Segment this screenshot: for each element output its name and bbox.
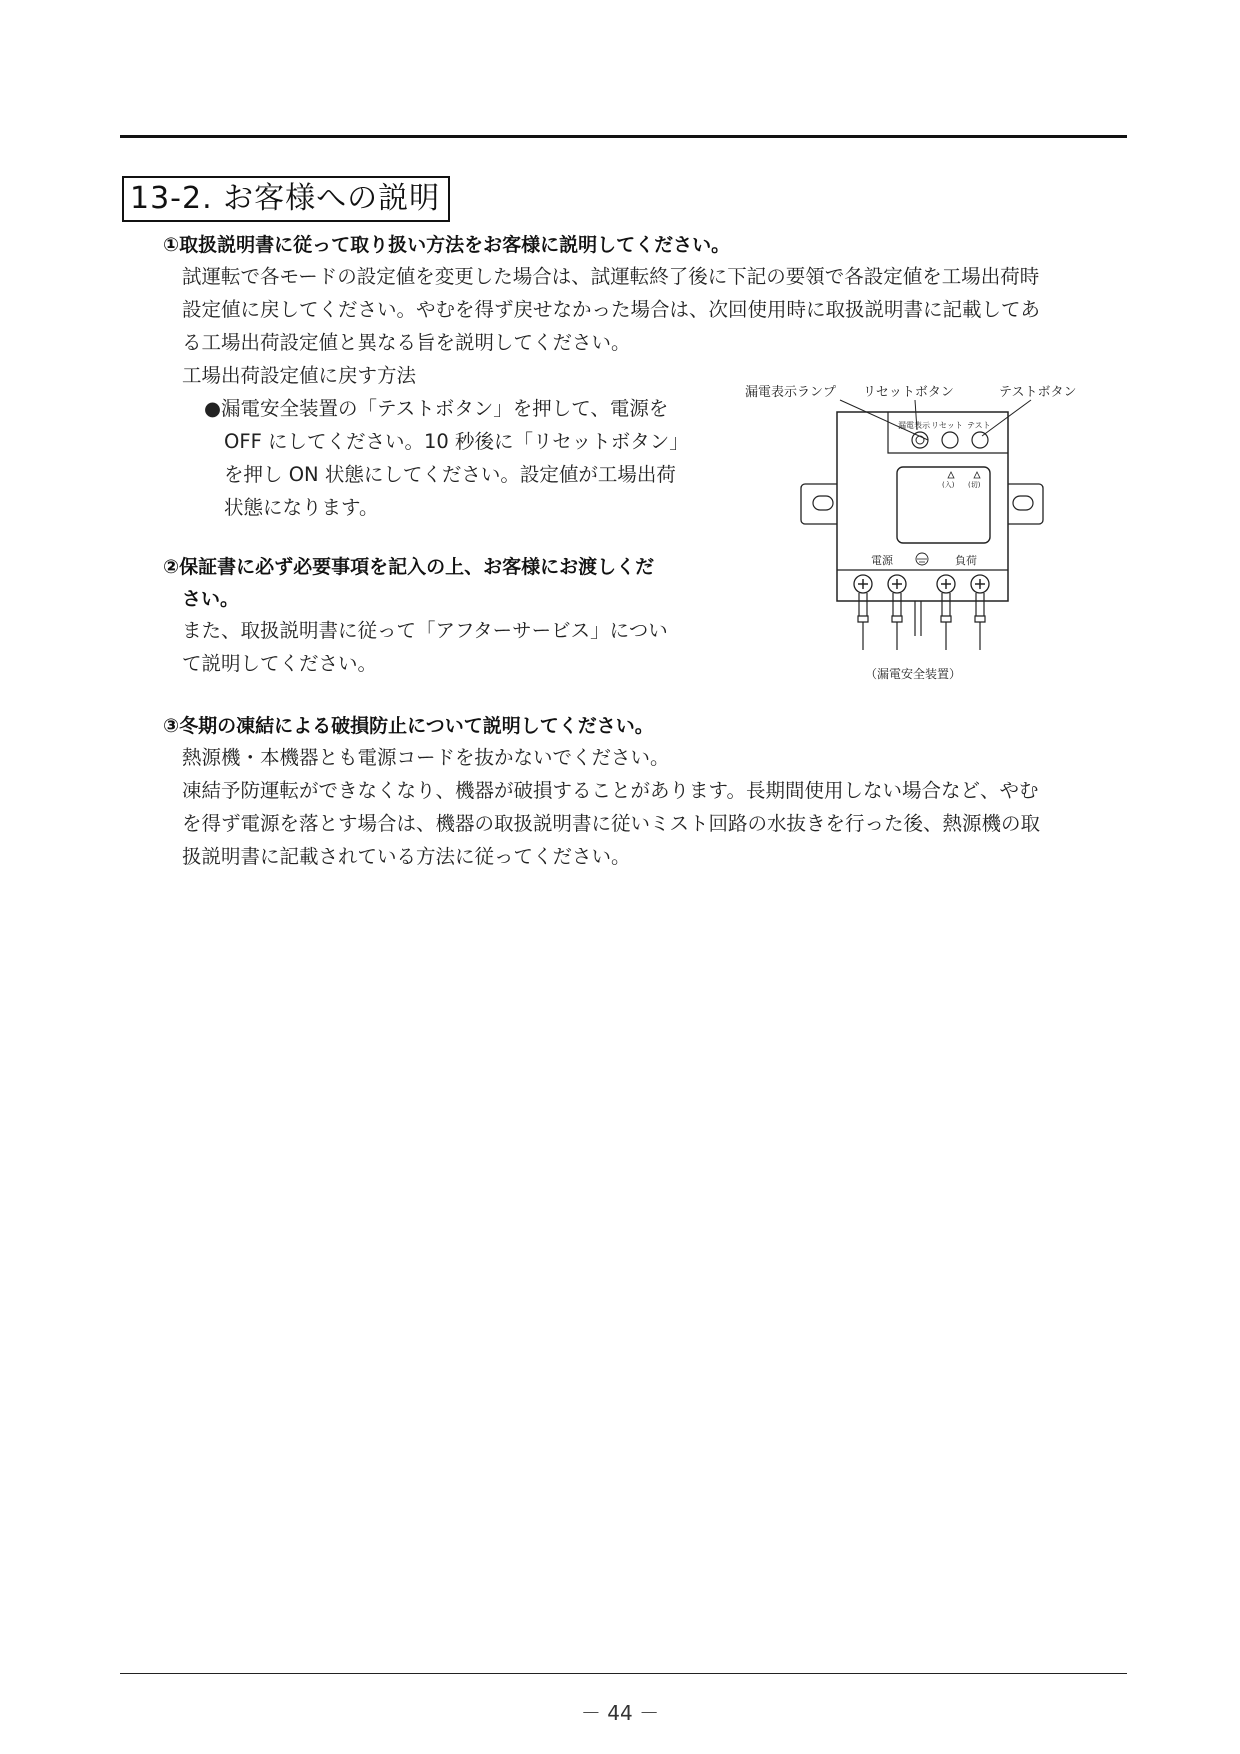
reset-button[interactable] — [942, 432, 958, 448]
leakage-lamp — [912, 432, 928, 448]
item2-heading: さい。 — [182, 588, 240, 610]
leakage-lamp-inner — [916, 436, 924, 444]
diagram-caption: （漏電安全装置） — [865, 667, 962, 681]
terminal-screw — [937, 575, 955, 593]
item1-line: る工場出荷設定値と異なる旨を説明してください。 — [182, 331, 631, 354]
footer-rule — [120, 1673, 1127, 1674]
off-arrow-icon — [974, 472, 980, 478]
item1-heading: ①取扱説明書に従って取り扱い方法をお客様に説明してください。 — [163, 234, 731, 256]
terminal-screws — [854, 575, 989, 593]
device-body — [837, 412, 1008, 601]
callout-test-label: テストボタン — [999, 385, 1077, 400]
item1-line: 設定値に戻してください。やむを得ず戻せなかった場合は、次回使用時に取扱説明書に記載してあ — [182, 298, 1041, 321]
item3-line: を得ず電源を落とす場合は、機器の取扱説明書に従いミスト回路の水抜きを行った後、熱源機の取 — [182, 812, 1041, 835]
power-terminal-label: 電源 — [871, 554, 893, 567]
header-rule — [120, 135, 1127, 138]
section-title: 13-2. お客様への説明 — [122, 176, 450, 222]
item1-bullet-line: OFF にしてください。10 秒後に「リセットボタン」 — [224, 430, 689, 453]
page-number: － 44 － — [580, 1701, 660, 1725]
callout-reset-label: リセットボタン — [863, 385, 954, 400]
test-panel-label: テスト — [967, 421, 991, 430]
on-arrow-icon — [948, 472, 954, 478]
item3-line: 凍結予防運転ができなくなり、機器が破損することがあります。長期間使用しない場合など、やむ — [182, 779, 1039, 802]
left-mount-ear — [801, 484, 837, 524]
item1-line: 工場出荷設定値に戻す方法 — [182, 364, 417, 387]
load-terminal-label: 負荷 — [955, 554, 977, 567]
reset-panel-label: リセット — [931, 421, 963, 430]
callout-lamp-label: 漏電表示ランプ — [745, 385, 837, 400]
on-label: (入) — [942, 481, 955, 489]
terminal-screw — [888, 575, 906, 593]
item1-bullet-line: を押し ON 状態にしてください。設定値が工場出荷 — [224, 463, 676, 486]
item2-line: また、取扱説明書に従って「アフターサービス」につい — [182, 619, 668, 642]
test-button[interactable] — [972, 432, 988, 448]
lamp-panel-label: 漏電表示 — [898, 421, 930, 430]
right-mount-slot — [1013, 496, 1033, 510]
leader-line — [982, 400, 1031, 436]
off-label: (切) — [968, 481, 981, 489]
item3-heading: ③冬期の凍結による破損防止について説明してください。 — [163, 715, 654, 737]
terminal-screw — [971, 575, 989, 593]
leakage-device-diagram — [745, 378, 1095, 688]
left-mount-slot — [813, 496, 833, 510]
item1-line: 試運転で各モードの設定値を変更した場合は、試運転終了後に下記の要領で各設定値を工場出荷時 — [182, 265, 1040, 288]
item3-line: 熱源機・本機器とも電源コードを抜かないでください。 — [182, 746, 670, 769]
item2-line: て説明してください。 — [182, 652, 378, 675]
item1-bullet-line: ●漏電安全装置の「テストボタン」を押して、電源を — [204, 397, 669, 420]
item1-bullet-line: 状態になります。 — [224, 496, 379, 519]
item3-line: 扱説明書に記載されている方法に従ってください。 — [182, 845, 631, 868]
item2-heading: ②保証書に必ず必要事項を記入の上、お客様にお渡しくだ — [163, 556, 655, 578]
terminal-screw — [854, 575, 872, 593]
